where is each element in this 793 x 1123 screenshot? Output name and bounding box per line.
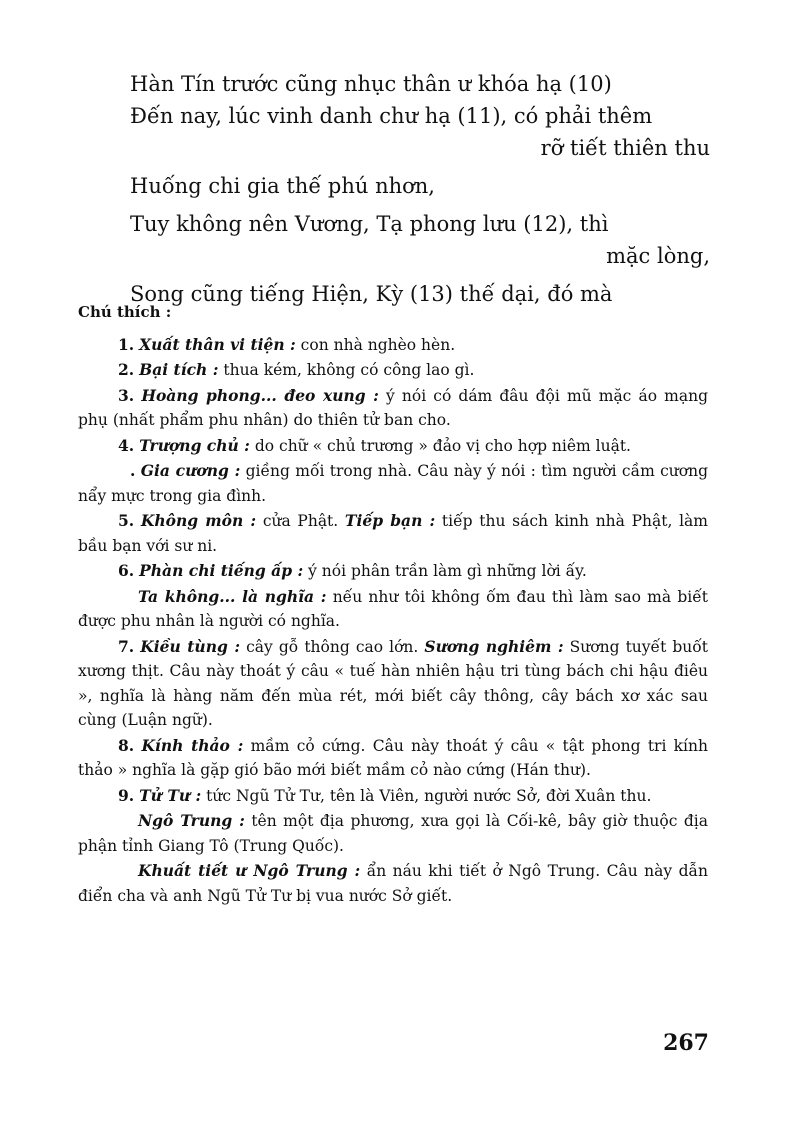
footnote-text: cửa Phật. xyxy=(256,512,345,530)
poem-line: Song cũng tiếng Hiện, Kỳ (13) thế dại, đó mà xyxy=(130,282,613,306)
footnote-number: 6. xyxy=(118,561,135,580)
poem-line: Huống chi gia thế phú nhơn, xyxy=(130,174,435,198)
footnote xyxy=(78,859,708,908)
footnote xyxy=(78,784,708,809)
poem-line-continuation: mặc lòng, xyxy=(606,244,710,268)
footnote-number: 7. xyxy=(118,636,135,656)
poem-line: Đến nay, lúc vinh danh chư hạ (11), có phải thêm xyxy=(130,104,653,128)
footnotes-title: Chú thích : xyxy=(78,303,172,321)
footnote xyxy=(78,585,708,634)
footnote-text: tức Ngũ Tử Tư, tên là Viên, người nước Sở, đời Xuân thu. xyxy=(201,786,652,805)
page-number: 267 xyxy=(663,1030,709,1056)
footnote-text: ý nói phân trần làm gì những lời ấy. xyxy=(303,562,587,580)
footnote xyxy=(78,734,708,783)
footnote xyxy=(78,559,708,584)
footnote-term: Tiếp bạn : xyxy=(344,511,436,530)
footnote-text: thua kém, không có công lao gì. xyxy=(218,361,475,379)
poem-line: Tuy không nên Vương, Tạ phong lưu (12), thì xyxy=(130,212,609,236)
footnote xyxy=(78,333,708,358)
footnote-text: tên một địa phương, xưa gọi là Cối-kê, bây giờ thuộc địa phận tỉnh Giang Tô (Trung Quốc). xyxy=(78,812,708,855)
footnote-term: Khuất tiết ư Ngô Trung : xyxy=(138,861,361,880)
footnote-number: 4. xyxy=(118,435,135,455)
footnote-text: ý nói có dám đâu đội mũ mặc áo mạng phụ (nhất phẩm phu nhân) do thiên tử ban cho. xyxy=(78,386,709,429)
footnote-term: Xuất thân vi tiện : xyxy=(139,334,296,354)
footnote-number: 8. xyxy=(118,735,135,755)
footnote-text: ẩn náu khi tiết ở Ngô Trung. Câu này dẫn điển cha và anh Ngũ Tử Tư bị vua nước Sở giết. xyxy=(78,862,708,905)
footnote xyxy=(78,509,708,558)
footnote xyxy=(78,358,708,383)
footnote-term: Kính thảo : xyxy=(141,735,244,755)
footnotes-list xyxy=(78,333,708,909)
footnote-number: 3. xyxy=(118,385,135,405)
footnote-text: cây gỗ thông cao lớn. xyxy=(240,637,425,656)
footnote-text: nếu như tôi không ốm đau thì làm sao mà biết được phu nhân là người có nghĩa. xyxy=(78,587,708,630)
footnote-term: Kiều tùng : xyxy=(140,636,241,656)
footnote-term: Trượng chủ : xyxy=(139,435,250,455)
footnote xyxy=(78,635,708,733)
footnote-number: 9. xyxy=(118,785,135,805)
footnote-term: Ta không... là nghĩa : xyxy=(138,586,327,606)
footnote-text: giềng mối trong nhà. Câu này ý nói : tìm người cầm cương nẩy mực trong gia đình. xyxy=(78,462,708,505)
footnote-term: Sương nghiêm : xyxy=(424,636,564,656)
footnote-text: con nhà nghèo hèn. xyxy=(295,335,456,354)
footnote-term: Gia cương : xyxy=(140,461,241,480)
footnote xyxy=(78,384,708,433)
footnote-term: Không môn : xyxy=(140,511,257,530)
footnote-text: tiếp thu sách kinh nhà Phật, làm bầu bạn với sư ni. xyxy=(78,512,708,555)
footnote-term: Phàn chi tiếng ấp : xyxy=(139,561,304,580)
footnote-text: Sương tuyết buốt xương thịt. Câu này thoát ý câu « tuế hàn nhiên hậu tri tùng bách chi hậu điêu », nghĩa là hàng năm đến mùa rét, mới biết cây thông, cây bách xơ xác sau cùng (Luận ngữ). xyxy=(78,637,708,729)
footnote-term: Ngô Trung : xyxy=(138,811,245,830)
poem-line-continuation: rỡ tiết thiên thu xyxy=(540,136,710,160)
poem-line: Hàn Tín trước cũng nhục thân ư khóa hạ (10) xyxy=(130,72,612,96)
footnote-term: Hoàng phong... đeo xung : xyxy=(141,385,379,405)
footnote-term: Tử Tư : xyxy=(139,785,202,805)
footnote xyxy=(78,434,708,459)
footnote xyxy=(78,459,708,508)
footnote-number: 2. xyxy=(118,360,135,379)
footnote-number: . xyxy=(130,461,136,480)
footnote-number: 5. xyxy=(118,511,135,530)
footnote-text: mầm cỏ cứng. Câu này thoát ý câu « tật phong tri kính thảo » nghĩa là gặp gió bão mới biết mầm cỏ nào cứng (Hán thư). xyxy=(78,736,708,779)
footnotes-section xyxy=(78,300,708,909)
footnote-number: 1. xyxy=(118,334,135,354)
footnote-text: do chữ « chủ trương » đảo vị cho hợp niêm luật. xyxy=(249,436,631,455)
footnote-term: Bại tích : xyxy=(139,360,219,379)
footnote xyxy=(78,809,708,858)
poem-block xyxy=(130,68,710,310)
